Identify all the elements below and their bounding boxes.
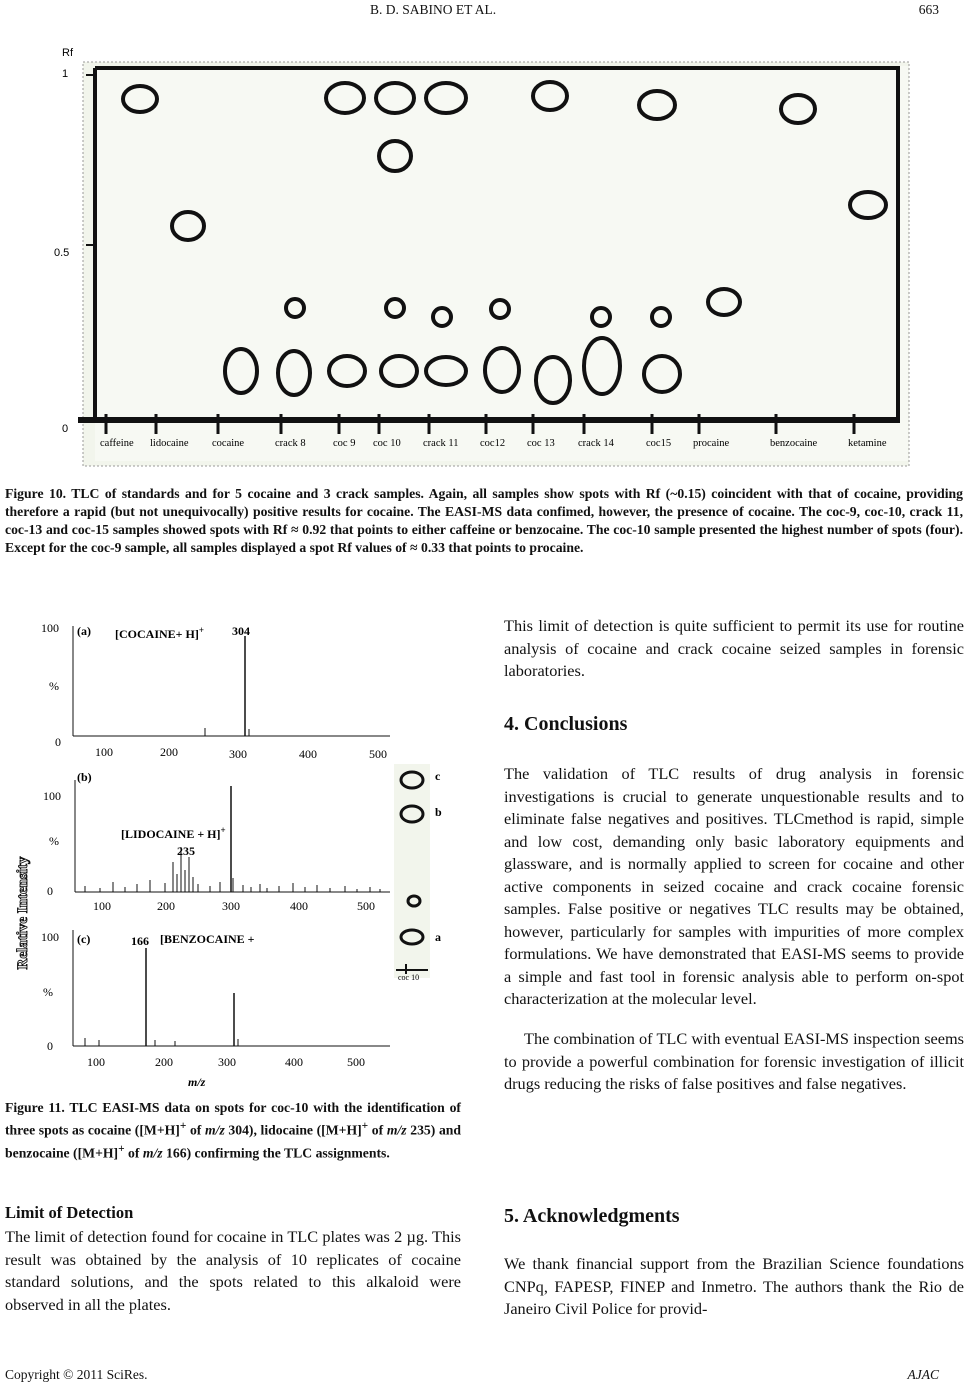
strip-label-a: a xyxy=(435,930,441,944)
panel-a-xtick: 300 xyxy=(229,747,247,761)
panel-c-peak: 166 xyxy=(131,934,149,948)
panel-a-xtick: 500 xyxy=(369,747,387,761)
lane-label: coc 13 xyxy=(527,438,555,449)
panel-b-xtick: 100 xyxy=(93,899,111,913)
panel-b xyxy=(43,770,390,913)
panel-c xyxy=(41,930,390,1089)
rf-tick-1: 1 xyxy=(62,68,69,80)
y-axis-label: Relative Intensity xyxy=(15,856,31,970)
lane-label: crack 14 xyxy=(578,438,614,449)
conclusions-paragraph-2: The combination of TLC with eventual EASI-MS inspection seems to provide a powerful combination for forensic investigation of illicit drugs reducing the risks of false positives and false negatives. xyxy=(504,1029,964,1093)
lane-label: cocaine xyxy=(212,438,245,449)
panel-a-label: [COCAINE+ H]+ xyxy=(115,625,204,641)
panel-a-peak: 304 xyxy=(232,624,250,638)
strip-label-c: c xyxy=(435,769,441,783)
lane-label: crack 11 xyxy=(423,438,459,449)
lane-label: coc 9 xyxy=(333,438,356,449)
panel-c-tag: (c) xyxy=(77,932,91,946)
panel-b-tag: (b) xyxy=(77,770,92,784)
lane-label: benzocaine xyxy=(770,438,818,449)
footer-copyright: Copyright © 2011 SciRes. xyxy=(5,1367,148,1382)
panel-c-xtick: 500 xyxy=(347,1055,365,1069)
panel-c-ytick-pct: % xyxy=(43,985,53,999)
strip-lane-label: coc 10 xyxy=(398,973,420,982)
panel-b-xtick: 300 xyxy=(222,899,240,913)
limit-of-detection-paragraph: The limit of detection found for cocaine in TLC plates was 2 µg. This result was obtained by the analysis of 10 replicates of cocaine standard solutions, and the spots related to this alkaloid were observed in all the plates. xyxy=(5,1227,461,1314)
panel-b-peak: 235 xyxy=(177,844,195,858)
coc10-strip xyxy=(394,764,442,982)
footer-journal: AJAC xyxy=(907,1367,939,1382)
panel-b-xtick: 400 xyxy=(290,899,308,913)
panel-a-xtick: 200 xyxy=(160,745,178,759)
x-axis-label: m/z xyxy=(188,1075,206,1089)
panel-c-label: [BENZOCAINE + xyxy=(160,932,255,946)
panel-b-ytick-pct: % xyxy=(49,834,59,848)
conclusions-paragraph-1: The validation of TLC results of drug analysis in forensic investigations is crucial to generate unquestionable results and to eliminate false negatives and positives. TLCmethod is rapid, simple and low cost, demanding only basic laboratory equipments and glassware, and is normally applied to screen for cocaine and other active components in seized cocaine and crack cocaine forensic samples. False positive or negatives TLC results may be obtained, however, particularly for samples with impurities of more complex formulations. We have demonstrated that EASI-MS seems to provide a simple and fast tool in forensic analysis able to perform on-spot characterization at the molecular level. xyxy=(504,764,964,1008)
panel-a-ytick-pct: % xyxy=(49,679,59,693)
panel-a-ytick-0: 0 xyxy=(55,735,61,749)
lane-label: lidocaine xyxy=(150,438,189,449)
panel-b-ytick-100: 100 xyxy=(43,789,61,803)
panel-a-ytick-100: 100 xyxy=(41,621,59,635)
panel-b-label: [LIDOCAINE + H]+ xyxy=(121,825,226,841)
strip-label-b: b xyxy=(435,805,442,819)
intro-paragraph: This limit of detection is quite sufficient to permit its use for routine analysis of cocaine and crack cocaine seized samples in forensic laboratories. xyxy=(504,616,964,680)
panel-a-tag: (a) xyxy=(77,624,91,638)
panel-c-xtick: 200 xyxy=(155,1055,173,1069)
panel-c-ytick-100: 100 xyxy=(41,930,59,944)
lane-label: coc15 xyxy=(646,438,672,449)
rf-tick-0: 0 xyxy=(62,423,69,435)
running-title: B. D. SABINO ET AL. xyxy=(370,2,497,17)
rf-tick-05: 0.5 xyxy=(54,247,70,259)
panel-c-xtick: 300 xyxy=(218,1055,236,1069)
panel-c-xtick: 100 xyxy=(87,1055,105,1069)
panel-b-xtick: 500 xyxy=(357,899,375,913)
panel-a-xtick: 100 xyxy=(95,745,113,759)
figure-11-panels xyxy=(5,608,470,1108)
panel-a-xtick: 400 xyxy=(299,747,317,761)
rf-axis-label: Rf xyxy=(62,47,73,59)
figure-11-caption: Figure 11. TLC EASI-MS data on spots for coc-10 with the identification of three spots as cocaine ([M+H]+ of m/z 304), lidocaine ([M+H]+ of m/z 235) and benzocaine ([M+H]+ of m/z 166) confirming the TLC assignments. xyxy=(5,1100,462,1161)
panel-b-xtick: 200 xyxy=(157,899,175,913)
page-number: 663 xyxy=(918,2,939,17)
section-heading-conclusions: 4. Conclusions xyxy=(504,713,628,735)
panel-a xyxy=(41,621,390,761)
lane-label: procaine xyxy=(693,438,730,449)
section-heading-limit-of-detection: Limit of Detection xyxy=(5,1203,134,1222)
lane-label: ketamine xyxy=(848,438,887,449)
panel-c-xtick: 400 xyxy=(285,1055,303,1069)
lane-label: coc12 xyxy=(480,438,506,449)
panel-b-ytick-0: 0 xyxy=(47,884,53,898)
lane-label: coc 10 xyxy=(373,438,401,449)
lane-label: caffeine xyxy=(100,438,134,449)
lane-label: crack 8 xyxy=(275,438,306,449)
panel-c-ytick-0: 0 xyxy=(47,1039,53,1053)
acknowledgments-paragraph: We thank financial support from the Brazilian Science foundations CNPq, FAPESP, FINEP and Inmetro. The authors thank the Rio de Janeiro Civil Police for provid- xyxy=(504,1254,964,1318)
figure-10-tlc-plate xyxy=(48,40,916,472)
section-heading-acknowledgments: 5. Acknowledgments xyxy=(504,1205,680,1227)
figure-10-caption: Figure 10. TLC of standards and for 5 cocaine and 3 crack samples. Again, all samples show spots with Rf (~0.15) coincident with that of cocaine, providing therefore a rapid (but not unequivocally) positive results for cocaine. The EASI-MS data confimed, however, the presence of cocaine. The coc-9, coc-10, crack 11, coc-13 and coc-15 samples showed spots with Rf ≈ 0.92 that points to either caffeine or benzocaine. The coc-10 sample presented the highest number of spots (four). Except for the coc-9 sample, all samples displayed a spot Rf values of ≈ 0.33 that points to procaine. xyxy=(5,486,963,555)
